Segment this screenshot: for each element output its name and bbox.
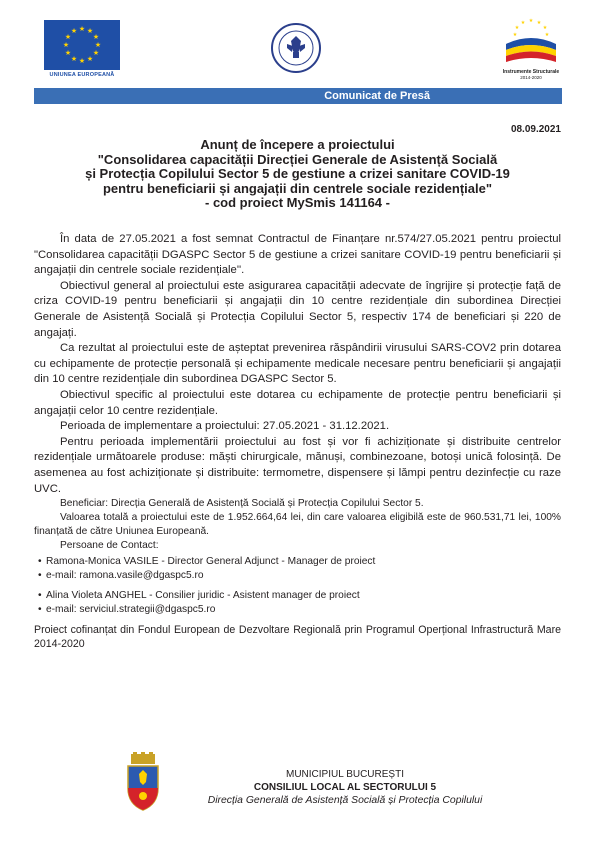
svg-text:★: ★ [514,25,520,31]
svg-text:★: ★ [86,55,94,63]
svg-text:★: ★ [512,32,518,38]
footer-municipality: MUNICIPIUL BUCUREȘTI [286,769,404,780]
romanian-government-seal-icon [270,22,322,74]
title-line: Anunț de începere a proiectului [200,137,395,152]
eu-logo [44,20,120,80]
svg-text:★: ★ [70,55,78,63]
title-line: - cod proiect MySmis 141164 - [205,195,390,211]
svg-text:★: ★ [70,27,78,35]
title-line: "Consolidarea capacității Direcției Generale de Asistență Socială [97,151,498,167]
paragraph: În data de 27.05.2021 a fost semnat Contractul de Finanțare nr.574/27.05.2021 pentru proiectul "Consolidarea capacității DGASPC Sector 5 de gestiune a crizei sanitare COVID-19 pentru beneficiarii și angajații din centrele sociale rezidențiale''. [34,233,561,277]
press-release-bar [34,88,562,104]
eu-flag-icon [44,20,120,70]
structural-instruments-logo [496,14,566,86]
svg-text:★: ★ [62,41,70,49]
bucharest-coat-of-arms-icon [122,752,164,814]
footer-directorate: Direcția Generală de Asistență Socială și Protecția Copilului [207,795,483,806]
svg-text:★: ★ [64,49,72,57]
paragraph: Obiectivul specific al proiectului este dotarea cu echipamente de protecție pentru beneficiarii și angajații celor 10 centre rezidențiale. [34,388,561,417]
is-label-title: Instrumente Structurale [502,69,560,75]
contact-email[interactable]: • e-mail: serviciul.strategii@dgaspc5.ro [34,603,561,617]
svg-text:★: ★ [544,32,550,38]
cofinancing-note: Proiect cofinanțat din Fondul European de Dezvoltare Regională prin Programul Operțional Infrastructură Mare 2014-2020 [34,624,561,651]
contact-person: • Ramona-Monica VASILE - Director General Adjunct - Manager de proiect [34,555,561,569]
svg-text:★: ★ [92,33,100,41]
contact-person: • Alina Violeta ANGHEL - Consilier juridic - Asistent manager de proiect [34,589,561,603]
paragraph: Pentru perioada implementării proiectului au fost și vor fi achiziționate și distribuite centrelor rezidențiale următoarele produse: măști chirurgicale, mănuși, combinezoane, botoși unică folosință. De asemenea au fost achiziționate și distribuite: termometre, dispensere și lămpi pentru dezinfecție cu raze UVC. [34,435,561,495]
svg-text:★: ★ [542,25,548,31]
paragraph: Perioada de implementare a proiectului: 27.05.2021 - 31.12.2021. [60,420,390,433]
contacts-list [34,555,561,617]
svg-text:★: ★ [86,27,94,35]
svg-text:★: ★ [94,41,102,49]
document-body [34,232,561,651]
svg-text:★: ★ [78,25,86,33]
footer [160,768,530,807]
title-line: și Protecția Copilului Sector 5 de gestiune a crizei sanitare COVID-19 [85,166,510,182]
svg-text:★: ★ [64,33,72,41]
header [0,0,595,88]
svg-text:★: ★ [520,20,526,26]
title-line: pentru beneficiarii și angajații din centrele sociale rezidențiale" [102,180,493,196]
svg-text:★: ★ [528,18,534,24]
paragraph: Ca rezultat al proiectului este de așteptat prevenirea răspândirii virusului SARS-COV2 prin dotarea cu echipamente de protecție personală și echipamente medicale necesare pentru beneficiarii și angajații din 10 centre rezidențiale din subordinea DGASPC Sector 5. [34,342,561,386]
svg-text:★: ★ [78,57,86,65]
is-label-years: 2014-2020 [520,75,542,80]
document-title [40,138,555,211]
document-date: 08.09.2021 [510,124,561,135]
press-release-title: Comunicat de Presă [324,90,430,102]
contacts-title: Persoane de Contact: [60,540,159,552]
footer-council: CONSILIUL LOCAL AL SECTORULUI 5 [253,782,437,793]
paragraph: Obiectivul general al proiectului este asigurarea capacității adecvate de îngrijire și protecție față de criza COVID-19 pentru beneficiarii și angajații din 10 centre rezidențiale din subordinea Direcției Generale de Asistență Socială și Protecția Copilului Sector 5, respectiv 174 de beneficiari și 220 de angajați. [34,279,561,339]
svg-text:★: ★ [536,20,542,26]
beneficiary-line: Beneficiar: Direcția Generală de Asistență Socială și Protecția Copilului Sector 5. [60,498,424,510]
contact-email[interactable]: • e-mail: ramona.vasile@dgaspc5.ro [34,569,561,583]
eu-label: UNIUNEA EUROPEANĂ [49,72,115,78]
svg-text:★: ★ [92,49,100,57]
project-value: Valoarea totală a proiectului este de 1.952.664,64 lei, din care valoarea eligibilă este de 960.531,71 lei, 100% finanțată de către Uniunea Europeană. [34,512,561,538]
